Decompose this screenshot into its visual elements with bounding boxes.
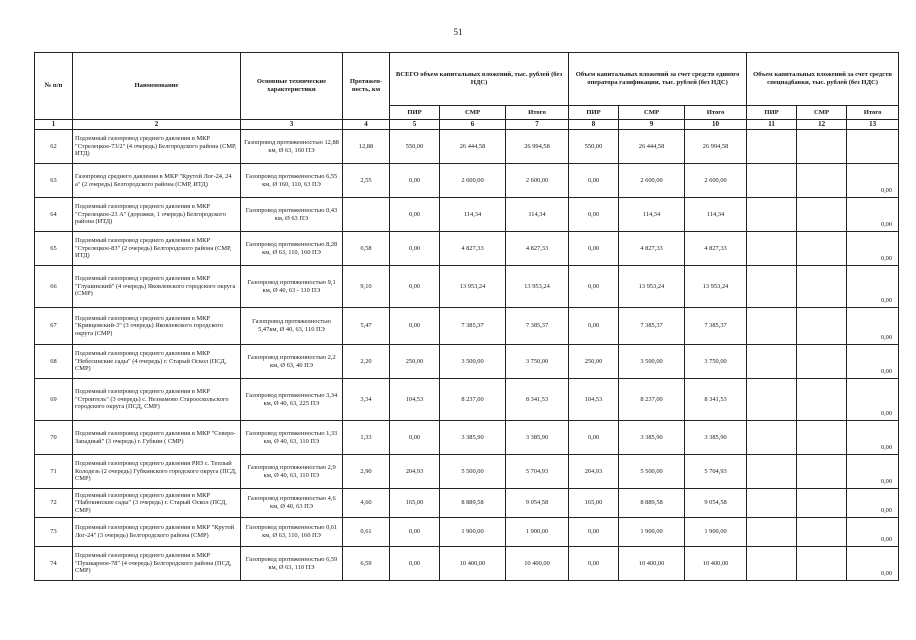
row-total-pir: 250,00 — [390, 345, 440, 379]
header-spec: Основные технические характеристики — [241, 53, 343, 120]
table-row — [35, 130, 899, 164]
row-name: Подземный газопровод среднего давления в МКР "Крутой Лог-24" (3 очередь) Белгородского района (СМР) — [73, 518, 241, 547]
row-total-itogo: 13 953,24 — [506, 266, 569, 308]
row-total-pir: 104,53 — [390, 379, 440, 421]
row-total-smr: 8 237,00 — [440, 379, 506, 421]
row-special-pir — [747, 518, 797, 547]
row-special-smr — [797, 379, 847, 421]
table-body — [35, 120, 899, 581]
table-row — [35, 232, 899, 266]
row-operator-itogo: 10 400,00 — [685, 547, 747, 581]
table-row — [35, 518, 899, 547]
subheader-smr: СМР — [797, 106, 847, 120]
row-special-smr — [797, 164, 847, 198]
row-operator-smr: 1 900,00 — [619, 518, 685, 547]
row-operator-itogo: 1 900,00 — [685, 518, 747, 547]
table-row — [35, 455, 899, 489]
row-special-smr — [797, 547, 847, 581]
row-operator-pir: 0,00 — [569, 308, 619, 345]
row-number: 63 — [35, 164, 73, 198]
row-spec: Газопровод протяженностью 2,2 км, Ø 63, 40 ПЭ — [241, 345, 343, 379]
column-number: 11 — [747, 120, 797, 130]
row-operator-smr: 114,34 — [619, 198, 685, 232]
row-special-smr — [797, 266, 847, 308]
row-spec: Газопровод протяженностью 8,28 км, Ø 63, 110, 160 ПЭ — [241, 232, 343, 266]
column-number: 12 — [797, 120, 847, 130]
row-total-itogo: 5 704,93 — [506, 455, 569, 489]
row-operator-smr: 13 953,24 — [619, 266, 685, 308]
row-operator-itogo: 114,34 — [685, 198, 747, 232]
row-operator-smr: 5 500,00 — [619, 455, 685, 489]
row-special-itogo: 0,00 — [847, 308, 899, 345]
page-number: 51 — [453, 27, 463, 37]
row-special-itogo: 0,00 — [847, 421, 899, 455]
row-operator-smr: 10 400,00 — [619, 547, 685, 581]
subheader-pir: ПИР — [390, 106, 440, 120]
row-name: Подземный газопровод среднего давления в МКР "Глушинский" (4 очередь) Яковлевского городского округа (СМР) — [73, 266, 241, 308]
row-operator-pir: 165,00 — [569, 489, 619, 518]
row-special-smr — [797, 518, 847, 547]
row-total-pir: 0,00 — [390, 308, 440, 345]
subheader-itogo: Итого — [506, 106, 569, 120]
row-total-smr: 114,34 — [440, 198, 506, 232]
row-total-pir: 0,00 — [390, 547, 440, 581]
row-length: 2,90 — [343, 455, 390, 489]
row-total-pir: 550,00 — [390, 130, 440, 164]
row-operator-pir: 0,00 — [569, 547, 619, 581]
row-special-pir — [747, 547, 797, 581]
row-special-smr — [797, 455, 847, 489]
row-operator-smr: 8 889,58 — [619, 489, 685, 518]
row-length — [343, 198, 390, 232]
column-number: 2 — [73, 120, 241, 130]
row-operator-itogo: 8 341,53 — [685, 379, 747, 421]
row-operator-smr: 7 385,37 — [619, 308, 685, 345]
row-operator-pir: 0,00 — [569, 518, 619, 547]
row-total-smr: 3 500,00 — [440, 345, 506, 379]
subheader-itogo: Итого — [685, 106, 747, 120]
row-operator-pir: 250,00 — [569, 345, 619, 379]
header-operator-group: Объем капитальных вложений за счет средств единого оператора газификации, тыс. рублей (без НДС) — [569, 53, 747, 106]
row-name: Подземный газопровод среднего давления РИЗ с. Теплый Колодезь (2 очередь) Губкинского городского округа (ПСД, СМР) — [73, 455, 241, 489]
row-operator-itogo: 3 750,00 — [685, 345, 747, 379]
row-operator-itogo: 13 953,24 — [685, 266, 747, 308]
header-num: № п/п — [35, 53, 73, 120]
row-name: Подземный газопровод среднего давления в МКР "Набокинские сады" (3 очередь) г. Старый Оскол (ПСД, СМР) — [73, 489, 241, 518]
row-total-pir: 0,00 — [390, 266, 440, 308]
row-spec: Газопровод протяженностью 6,55 км, Ø 160, 110, 63 ПЭ — [241, 164, 343, 198]
row-number: 68 — [35, 345, 73, 379]
row-total-itogo: 9 054,58 — [506, 489, 569, 518]
table-row — [35, 266, 899, 308]
row-operator-itogo: 7 385,37 — [685, 308, 747, 345]
row-length: 9,10 — [343, 266, 390, 308]
row-operator-pir: 0,00 — [569, 232, 619, 266]
row-special-pir — [747, 232, 797, 266]
row-number: 65 — [35, 232, 73, 266]
row-spec: Газопровод протяженностью 0,61 км, Ø 63, 110, 160 ПЭ — [241, 518, 343, 547]
row-name: Подземный газопровод среднего давления в МКР "Стрелецкое-73/2" (4 очередь) Белгородского района (СМР, ИТД) — [73, 130, 241, 164]
row-number: 69 — [35, 379, 73, 421]
row-operator-pir: 550,00 — [569, 130, 619, 164]
table-row — [35, 421, 899, 455]
header-length: Протяжен- ность, км — [343, 53, 390, 120]
column-number: 7 — [506, 120, 569, 130]
row-operator-itogo: 2 600,00 — [685, 164, 747, 198]
header-row — [35, 53, 899, 106]
row-length: 1,33 — [343, 421, 390, 455]
row-spec: Газопровод протяженностью 1,33 км, Ø 40, 63, 110 ПЭ — [241, 421, 343, 455]
row-length: 2,55 — [343, 164, 390, 198]
row-number: 72 — [35, 489, 73, 518]
subheader-pir: ПИР — [569, 106, 619, 120]
row-total-pir: 0,00 — [390, 232, 440, 266]
row-operator-itogo: 26 994,58 — [685, 130, 747, 164]
row-special-pir — [747, 345, 797, 379]
row-operator-smr: 8 237,00 — [619, 379, 685, 421]
row-total-pir: 0,00 — [390, 518, 440, 547]
row-name: Подземный газопровод среднего давления в МКР "Стрелецкое-23 А" (дорожки, 1 очередь) Белгородского района (ИТД) — [73, 198, 241, 232]
table-row — [35, 345, 899, 379]
investment-table — [34, 52, 899, 581]
column-number: 4 — [343, 120, 390, 130]
table-row — [35, 198, 899, 232]
column-number: 10 — [685, 120, 747, 130]
row-name: Подземный газопровод среднего давления в МКР "Небесинские сады" (4 очередь) г. Старый Оскол (ПСД, СМР) — [73, 345, 241, 379]
row-total-itogo: 2 600,00 — [506, 164, 569, 198]
row-total-smr: 5 500,00 — [440, 455, 506, 489]
row-total-pir: 204,93 — [390, 455, 440, 489]
row-special-itogo: 0,00 — [847, 379, 899, 421]
row-spec: Газопровод протяженностью 3,34 км, Ø 40, 63, 225 ПЭ — [241, 379, 343, 421]
row-special-pir — [747, 308, 797, 345]
row-total-itogo: 7 385,37 — [506, 308, 569, 345]
header-special-group: Объем капитальных вложений за счет средств спецнадбавки, тыс. рублей (без НДС) — [747, 53, 899, 106]
row-special-itogo: 0,00 — [847, 345, 899, 379]
table-row — [35, 489, 899, 518]
row-total-smr: 7 385,37 — [440, 308, 506, 345]
row-operator-itogo: 4 827,33 — [685, 232, 747, 266]
row-special-smr — [797, 198, 847, 232]
row-total-smr: 1 900,00 — [440, 518, 506, 547]
row-name: Подземный газопровод среднего давления в МКР "Строитель" (3 очередь) с. Незнамово Старооскольского городского округа (ПСД, СМР) — [73, 379, 241, 421]
row-operator-itogo: 5 704,93 — [685, 455, 747, 489]
subheader-itogo: Итого — [847, 106, 899, 120]
row-number: 73 — [35, 518, 73, 547]
row-special-smr — [797, 232, 847, 266]
row-number: 66 — [35, 266, 73, 308]
row-operator-itogo: 3 385,90 — [685, 421, 747, 455]
column-number: 6 — [440, 120, 506, 130]
row-length: 5,47 — [343, 308, 390, 345]
row-operator-pir: 0,00 — [569, 421, 619, 455]
row-operator-smr: 3 385,90 — [619, 421, 685, 455]
row-special-pir — [747, 164, 797, 198]
row-special-itogo: 0,00 — [847, 266, 899, 308]
row-total-pir: 0,00 — [390, 421, 440, 455]
row-special-pir — [747, 198, 797, 232]
row-operator-pir: 0,00 — [569, 198, 619, 232]
row-length: 6,59 — [343, 547, 390, 581]
row-number: 64 — [35, 198, 73, 232]
row-special-pir — [747, 379, 797, 421]
row-total-smr: 3 385,90 — [440, 421, 506, 455]
row-special-pir — [747, 266, 797, 308]
row-length: 2,20 — [343, 345, 390, 379]
row-length: 0,58 — [343, 232, 390, 266]
row-total-itogo: 3 750,00 — [506, 345, 569, 379]
column-number: 5 — [390, 120, 440, 130]
row-operator-smr: 4 827,33 — [619, 232, 685, 266]
row-spec: Газопровод протяженностью 12,88 км, Ø 63, 160 ПЭ — [241, 130, 343, 164]
row-total-smr: 13 953,24 — [440, 266, 506, 308]
row-special-smr — [797, 308, 847, 345]
column-number: 8 — [569, 120, 619, 130]
column-number: 9 — [619, 120, 685, 130]
row-special-itogo: 0,00 — [847, 198, 899, 232]
row-name: Подземный газопровод среднего давления в МКР "Пушкарное-78" (4 очередь) Белгородского района (ПСД, СМР) — [73, 547, 241, 581]
table-row — [35, 547, 899, 581]
header-name: Наименование — [73, 53, 241, 120]
row-special-itogo: 0,00 — [847, 518, 899, 547]
row-total-itogo: 1 900,00 — [506, 518, 569, 547]
row-name: Подземный газопровод среднего давления в МКР "Кривцовский-3" (3 очередь) Яковлевского городского округа (СМР) — [73, 308, 241, 345]
row-total-itogo: 26 994,58 — [506, 130, 569, 164]
row-operator-smr: 3 500,00 — [619, 345, 685, 379]
row-name: Подземный газопровод среднего давления в МКР "Стрелецкое-83" (2 очередь) Белгородского района (СМР, ИТД) — [73, 232, 241, 266]
row-spec: Газопровод протяженностью 9,1 км, Ø 40, 63 - 110 ПЭ — [241, 266, 343, 308]
row-special-itogo: 0,00 — [847, 489, 899, 518]
row-special-itogo — [847, 130, 899, 164]
subheader-pir: ПИР — [747, 106, 797, 120]
subheader-smr: СМР — [619, 106, 685, 120]
column-number: 13 — [847, 120, 899, 130]
row-special-pir — [747, 130, 797, 164]
row-total-itogo: 3 385,90 — [506, 421, 569, 455]
row-length: 4,60 — [343, 489, 390, 518]
row-special-pir — [747, 421, 797, 455]
row-total-pir: 165,00 — [390, 489, 440, 518]
row-name: Подземный газопровод среднего давления в МКР "Северо-Западный" (3 очередь) г. Губкин ( СМР) — [73, 421, 241, 455]
row-number: 70 — [35, 421, 73, 455]
row-special-smr — [797, 421, 847, 455]
row-total-itogo: 4 827,33 — [506, 232, 569, 266]
row-length: 12,88 — [343, 130, 390, 164]
row-special-itogo: 0,00 — [847, 547, 899, 581]
row-number: 62 — [35, 130, 73, 164]
row-operator-pir: 0,00 — [569, 164, 619, 198]
row-spec: Газопровод протяженностью 4,6 км, Ø 40, 63 ПЭ — [241, 489, 343, 518]
row-special-pir — [747, 455, 797, 489]
row-total-smr: 8 889,58 — [440, 489, 506, 518]
row-total-smr: 10 400,00 — [440, 547, 506, 581]
row-operator-pir: 204,93 — [569, 455, 619, 489]
subheader-smr: СМР — [440, 106, 506, 120]
row-total-pir: 0,00 — [390, 198, 440, 232]
row-number: 67 — [35, 308, 73, 345]
column-number: 3 — [241, 120, 343, 130]
row-length: 0,61 — [343, 518, 390, 547]
row-operator-pir: 104,53 — [569, 379, 619, 421]
table-row — [35, 379, 899, 421]
row-operator-smr: 2 600,00 — [619, 164, 685, 198]
row-special-smr — [797, 130, 847, 164]
row-length: 3,34 — [343, 379, 390, 421]
row-special-smr — [797, 489, 847, 518]
row-special-itogo: 0,00 — [847, 455, 899, 489]
row-special-itogo: 0,00 — [847, 164, 899, 198]
column-number-row — [35, 120, 899, 130]
row-operator-smr: 26 444,58 — [619, 130, 685, 164]
row-spec: Газопровод протяженностью 2,9 км, Ø 40, 63, 110 ПЭ — [241, 455, 343, 489]
row-total-smr: 4 827,33 — [440, 232, 506, 266]
column-number: 1 — [35, 120, 73, 130]
header-total-group: ВСЕГО объем капитальных вложений, тыс. рублей (без НДС) — [390, 53, 569, 106]
row-operator-pir: 0,00 — [569, 266, 619, 308]
row-special-smr — [797, 345, 847, 379]
row-number: 71 — [35, 455, 73, 489]
table-row — [35, 308, 899, 345]
row-spec: Газопровод протяженностью 0,43 км, Ø 63 ПЭ — [241, 198, 343, 232]
row-total-pir: 0,00 — [390, 164, 440, 198]
row-spec: Газопровод протяженностью 5,47км, Ø 40, 63, 110 ПЭ — [241, 308, 343, 345]
row-total-smr: 26 444,58 — [440, 130, 506, 164]
row-total-itogo: 114,34 — [506, 198, 569, 232]
row-operator-itogo: 9 054,58 — [685, 489, 747, 518]
row-spec: Газопровод протяженностью 6,59 км, Ø 63, 110 ПЭ — [241, 547, 343, 581]
row-total-itogo: 10 400,00 — [506, 547, 569, 581]
table-row — [35, 164, 899, 198]
row-total-itogo: 8 341,53 — [506, 379, 569, 421]
row-name: Газопровод среднего давления в МКР "Крутой Лог-24, 24 а" (2 очередь) Белгородского района (СМР, ИТД) — [73, 164, 241, 198]
investment-table-container — [34, 52, 898, 581]
row-special-pir — [747, 489, 797, 518]
row-special-itogo: 0,00 — [847, 232, 899, 266]
row-number: 74 — [35, 547, 73, 581]
row-total-smr: 2 600,00 — [440, 164, 506, 198]
